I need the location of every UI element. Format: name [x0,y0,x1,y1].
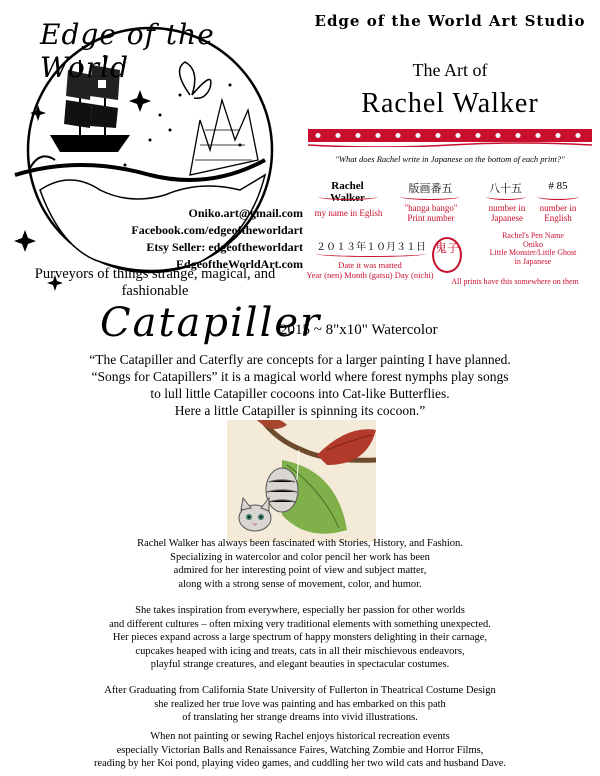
bio-paragraph-3 [40,684,560,725]
artist-quote [40,351,560,419]
piece-title: Catapiller [100,300,322,346]
pen-name-line: Oniko [523,239,543,249]
contact-info [118,205,303,273]
bio-paragraph-4 [40,730,560,771]
bio-line: cupcakes heaped with icing and treats, cats in all their mischievous endeavors, [135,645,465,657]
all-prints-note: All prints have this somewhere on them [451,277,579,286]
bio-line: When not painting or sewing Rachel enjoys historical recreation events [150,731,450,742]
pen-name-line: in Japanese [514,256,552,266]
bio-line: playful strange creatures, and elegant beauties in spectacular costumes. [150,659,450,671]
sig-date: ２０１３年１０月３１日 [316,242,426,253]
bio-line: Rachel Walker has always been fascinated with Stories, History, and Fashion. [137,538,463,549]
sig-number-jp-label: number in Japanese [488,203,526,223]
tagline: Purveyors of things strange, magical, and fashionable [34,266,276,299]
date-label: Date it was matted [338,260,402,270]
catapiller-painting [227,420,376,542]
bio-line: along with a strong sense of movement, color, and humor. [178,578,422,590]
bio-paragraph-1 [40,537,560,591]
sig-number-en-label: number in English [539,203,577,223]
art-of-label: The Art of [412,60,488,80]
bio-paragraph-2 [40,604,560,672]
contact-facebook[interactable]: Facebook.com/edgeoftheworldart [131,223,303,237]
sig-date-label [300,260,440,280]
logo-title: Edge of the World [40,18,215,84]
bio-line: she realized her true love was painting and has embarked on this path [154,698,446,710]
quote-line: Here a little Catapiller is spinning its cocoon.” [174,403,426,418]
pen-name-line: Little Monster/Little Ghost [489,248,577,257]
sig-print-label: "hanga bango" Print number [404,203,458,223]
quote-line: to lull little Catapiller cocoons into Cat-like Butterflies. [150,386,450,401]
artist-name: Rachel Walker [361,88,539,119]
pen-name-info [478,232,588,266]
bio-line: Specializing in watercolor and color pencil her work has been [170,551,430,563]
red-ornament-divider [308,125,592,147]
bio-line: of translating her strange dreams into vivid illustrations. [182,712,418,724]
quote-line: “The Catapiller and Caterfly are concepts for a larger painting I have planned. [89,352,511,367]
contact-website[interactable]: EdgeoftheWorldArt.com [176,257,303,271]
studio-name: Edge of the World Art Studio [314,12,586,30]
date-detail: Year (nen) Month (gatsu) Day (nichi) [306,270,434,280]
sig-print: 版画番五 [408,183,453,195]
sig-name-label: my name in Eglish [314,208,383,218]
bio-line: Her pieces expand across a large spectrum of happy monsters delighting in their carnage, [112,632,488,644]
pen-name-line: Rachel's Pen Name [502,231,564,240]
bio-line: reading by her Koi pond, playing video games, and cuddling her two wild cats and husband Dave. [93,758,507,770]
japanese-question: "What does Rachel write in Japanese on the bottom of each print?" [335,154,565,164]
bio-line: and different cultures – often mixing very traditional elements with something unexpected. [109,618,491,630]
quote-line: “Songs for Catapillers” it is a magical world where forest nymphs play songs [91,369,509,384]
oniko-seal: 鬼子 [432,237,462,273]
sig-number-jp: 八十五 [489,183,522,195]
sig-name: Rachel Walker [330,180,365,204]
bio-line: She takes inspiration from everywhere, especially her passion for other worlds [135,605,465,616]
piece-subtitle: 2015 ~ 8"x10" Watercolor [280,322,438,338]
contact-etsy[interactable]: Etsy Seller: edgeoftheworldart [146,240,303,254]
contact-email[interactable]: Oniko.art@gmail.com [188,206,303,220]
bio-line: After Graduating from California State University of Fullerton in Theatrical Costume Design [104,685,496,696]
bio-line: especially Victorian Balls and Renaissance Faires, Watching Zombie and Horror Films, [116,744,484,756]
bio-line: admired for her interesting point of view and subject matter, [173,565,427,577]
sig-number-en: # 85 [548,180,568,192]
